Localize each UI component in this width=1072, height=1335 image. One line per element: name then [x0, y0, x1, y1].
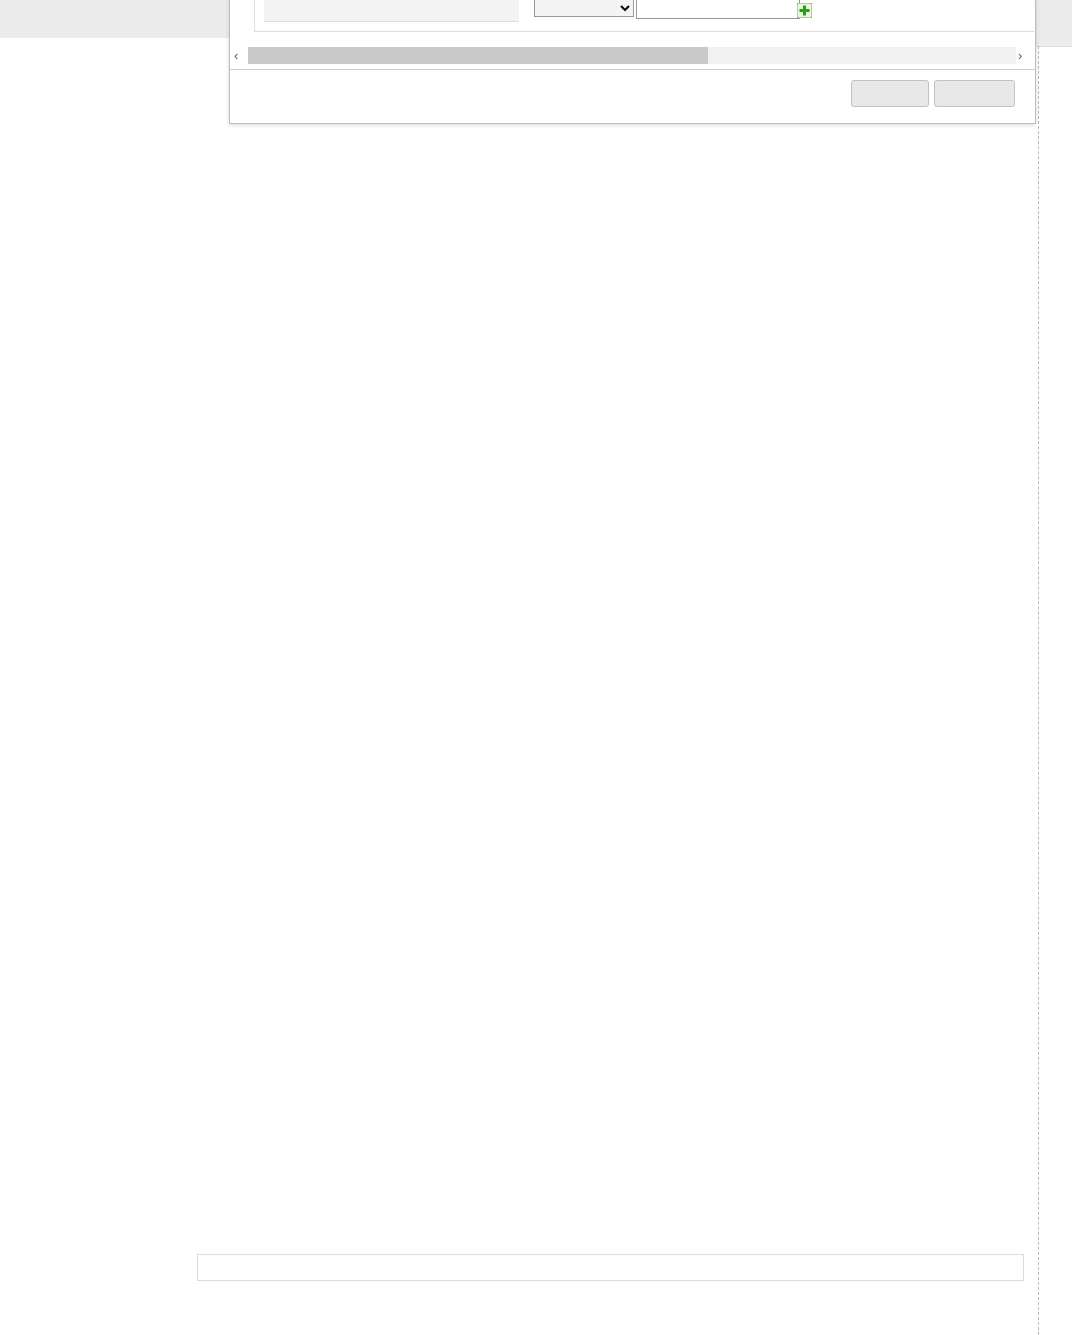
scrollbar-thumb[interactable] [248, 47, 708, 64]
responsable-type-select[interactable] [534, 0, 634, 17]
right-dashed-divider [1038, 46, 1039, 1335]
horizontal-scrollbar[interactable] [230, 47, 1035, 64]
assign-dialog [229, 0, 1036, 124]
save-button[interactable] [851, 80, 929, 107]
responsable-input[interactable] [636, 0, 800, 19]
observaciones-value [197, 1254, 1024, 1281]
observaciones-label [0, 1254, 197, 1281]
add-plus-icon[interactable] [797, 3, 812, 18]
responsable-label-cell [264, 0, 519, 22]
cancel-button[interactable] [934, 80, 1015, 107]
scroll-left-icon[interactable]: ‹ [234, 48, 239, 63]
right-strip [1034, 0, 1072, 47]
dialog-separator [230, 69, 1035, 70]
scroll-right-icon[interactable]: › [1018, 48, 1023, 63]
